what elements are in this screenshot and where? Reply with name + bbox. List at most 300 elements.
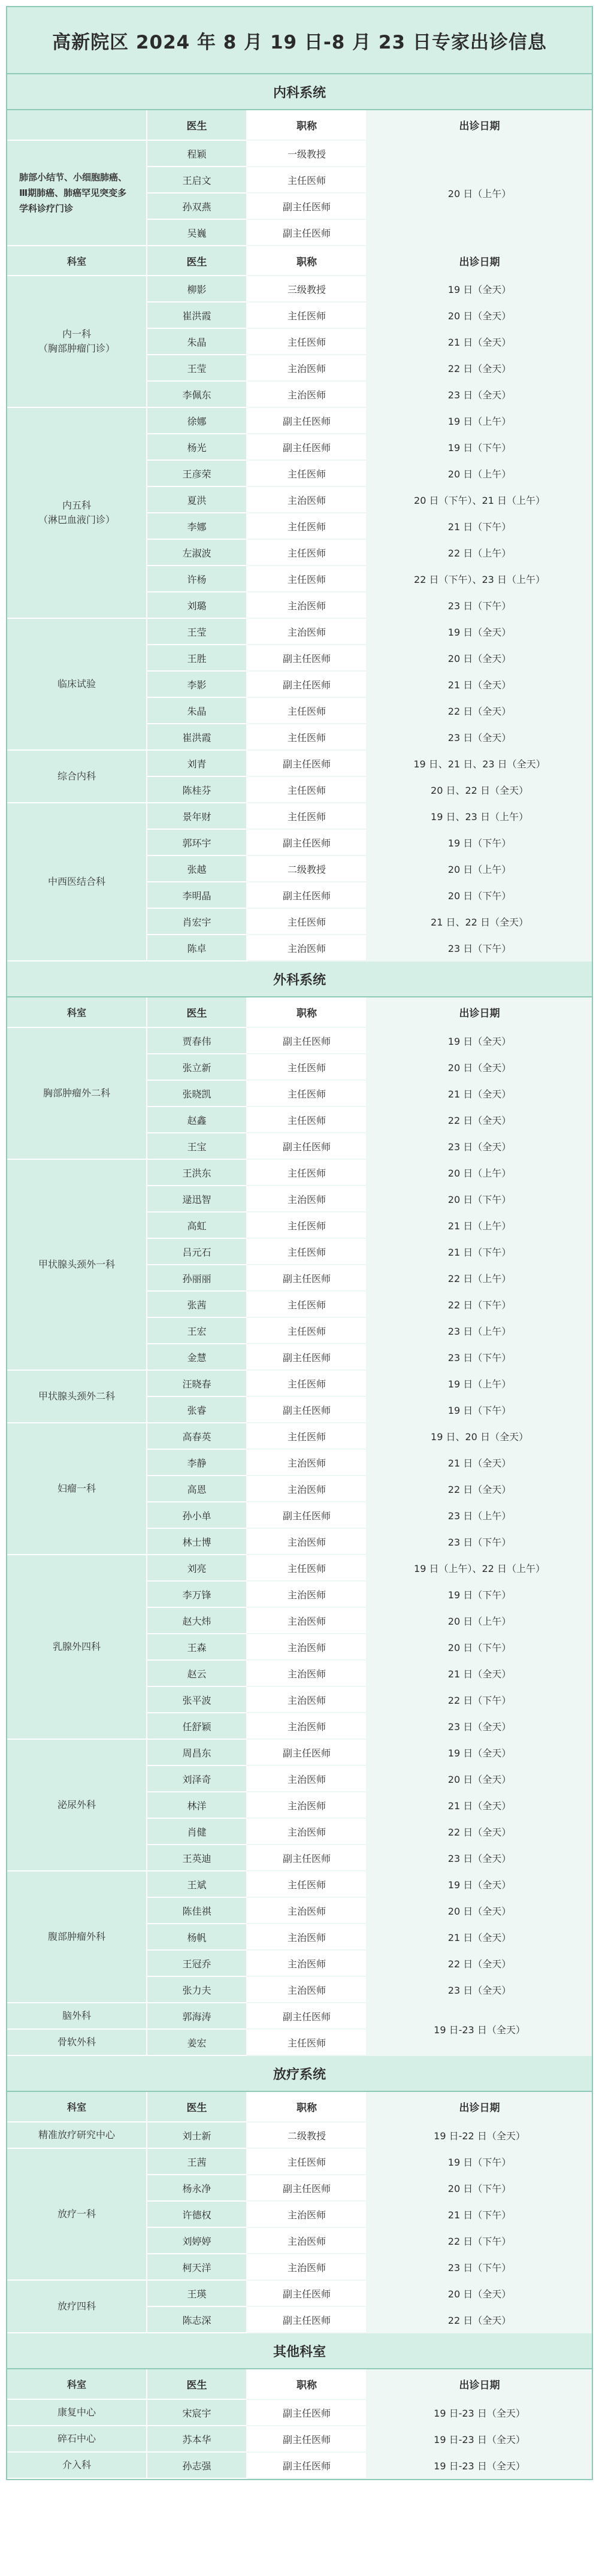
date-cell: 23 日（全天） bbox=[367, 1133, 592, 1159]
date-cell: 19 日（下午） bbox=[367, 2148, 592, 2175]
doctor-title: 主治医师 bbox=[247, 1924, 367, 1950]
doctor-name: 周昌东 bbox=[147, 1739, 247, 1765]
doctor-title: 主治医师 bbox=[247, 1950, 367, 1976]
doctor-title: 副主任医师 bbox=[247, 2280, 367, 2306]
header-dept bbox=[7, 110, 147, 140]
doctor-title: 副主任医师 bbox=[247, 2426, 367, 2452]
date-cell: 22 日（全天） bbox=[367, 2306, 592, 2333]
date-cell: 23 日（上午） bbox=[367, 1317, 592, 1344]
doctor-name: 陈卓 bbox=[147, 935, 247, 961]
date-cell: 20 日（全天） bbox=[367, 1054, 592, 1080]
doctor-name: 徐娜 bbox=[147, 407, 247, 434]
doctor-title: 副主任医师 bbox=[247, 1396, 367, 1423]
dept-cell: 碎石中心 bbox=[7, 2426, 147, 2452]
section-title: 放疗系统 bbox=[7, 2056, 592, 2092]
doctor-name: 杨光 bbox=[147, 434, 247, 460]
doctor-title: 副主任医师 bbox=[247, 2175, 367, 2201]
date-cell: 19 日、23 日（上午） bbox=[367, 803, 592, 829]
header-title: 职称 bbox=[247, 2092, 367, 2122]
doctor-name: 刘亮 bbox=[147, 1555, 247, 1581]
table-header-row bbox=[7, 246, 592, 276]
doctor-name: 赵大炜 bbox=[147, 1607, 247, 1634]
date-cell: 23 日（全天） bbox=[367, 381, 592, 407]
doctor-title: 副主任医师 bbox=[247, 1265, 367, 1291]
schedule-table bbox=[7, 2092, 592, 2333]
header-title: 职称 bbox=[247, 997, 367, 1027]
doctor-title: 主任医师 bbox=[247, 1370, 367, 1396]
date-cell: 22 日（下午）、23 日（上午） bbox=[367, 566, 592, 592]
doctor-name: 林士博 bbox=[147, 1528, 247, 1555]
doctor-name: 张茜 bbox=[147, 1291, 247, 1317]
date-cell: 20 日（上午） bbox=[367, 140, 592, 246]
doctor-title: 二级教授 bbox=[247, 855, 367, 882]
doctor-name: 刘青 bbox=[147, 750, 247, 776]
doctor-name: 苏本华 bbox=[147, 2426, 247, 2452]
table-row bbox=[7, 2122, 592, 2148]
doctor-title: 主任医师 bbox=[247, 1238, 367, 1265]
table-row bbox=[7, 1370, 592, 1396]
section-title: 外科系统 bbox=[7, 962, 592, 997]
doctor-title: 主任医师 bbox=[247, 1212, 367, 1238]
date-cell: 22 日（下午） bbox=[367, 2227, 592, 2254]
doctor-name: 郭环宇 bbox=[147, 829, 247, 855]
header-title: 职称 bbox=[247, 2369, 367, 2399]
doctor-name: 李影 bbox=[147, 671, 247, 697]
date-cell: 20 日（下午） bbox=[367, 1634, 592, 1660]
doctor-name: 王彦荣 bbox=[147, 460, 247, 486]
doctor-name: 孙丽丽 bbox=[147, 1265, 247, 1291]
date-cell: 21 日（全天） bbox=[367, 328, 592, 355]
doctor-title: 主治医师 bbox=[247, 2227, 367, 2254]
header-title: 职称 bbox=[247, 110, 367, 140]
date-cell: 23 日（上午） bbox=[367, 1502, 592, 1528]
dept-cell: 康复中心 bbox=[7, 2399, 147, 2426]
date-cell: 19 日（全天） bbox=[367, 1871, 592, 1897]
date-cell: 21 日（全天） bbox=[367, 1449, 592, 1476]
date-cell: 20 日、22 日（全天） bbox=[367, 776, 592, 803]
date-cell: 21 日、22 日（全天） bbox=[367, 908, 592, 935]
header-doctor: 医生 bbox=[147, 997, 247, 1027]
doctor-title: 主任医师 bbox=[247, 1871, 367, 1897]
date-cell: 23 日（下午） bbox=[367, 935, 592, 961]
doctor-name: 王胜 bbox=[147, 645, 247, 671]
doctor-title: 主治医师 bbox=[247, 2254, 367, 2280]
date-cell: 20 日（全天） bbox=[367, 302, 592, 328]
doctor-name: 程颖 bbox=[147, 140, 247, 167]
doctor-title: 主任医师 bbox=[247, 1291, 367, 1317]
doctor-title: 主任医师 bbox=[247, 1555, 367, 1581]
doctor-title: 主治医师 bbox=[247, 1528, 367, 1555]
doctor-title: 主治医师 bbox=[247, 935, 367, 961]
header-doctor: 医生 bbox=[147, 2369, 247, 2399]
date-cell: 19 日（上午） bbox=[367, 407, 592, 434]
doctor-title: 主任医师 bbox=[247, 302, 367, 328]
doctor-title: 主治医师 bbox=[247, 1897, 367, 1924]
date-cell: 19 日（下午） bbox=[367, 829, 592, 855]
date-cell: 23 日（全天） bbox=[367, 1713, 592, 1739]
doctor-title: 副主任医师 bbox=[247, 1133, 367, 1159]
doctor-title: 主治医师 bbox=[247, 1607, 367, 1634]
doctor-title: 主治医师 bbox=[247, 355, 367, 381]
doctor-title: 主任医师 bbox=[247, 2029, 367, 2055]
doctor-title: 副主任医师 bbox=[247, 407, 367, 434]
doctor-name: 陈志深 bbox=[147, 2306, 247, 2333]
header-doctor: 医生 bbox=[147, 110, 247, 140]
doctor-name: 王莹 bbox=[147, 355, 247, 381]
dept-cell: 中西医结合科 bbox=[7, 803, 147, 961]
date-cell: 21 日（全天） bbox=[367, 1792, 592, 1818]
dept-cell: 甲状腺头颈外二科 bbox=[7, 1370, 147, 1423]
date-cell: 19 日（上午） bbox=[367, 1370, 592, 1396]
header-date: 出诊日期 bbox=[367, 2092, 592, 2122]
doctor-title: 主任医师 bbox=[247, 697, 367, 724]
doctor-title: 主任医师 bbox=[247, 776, 367, 803]
dept-cell: 综合内科 bbox=[7, 750, 147, 803]
doctor-name: 朱晶 bbox=[147, 328, 247, 355]
doctor-name: 任舒颖 bbox=[147, 1713, 247, 1739]
doctor-name: 许杨 bbox=[147, 566, 247, 592]
date-cell: 23 日（下午） bbox=[367, 1528, 592, 1555]
doctor-title: 主任医师 bbox=[247, 1317, 367, 1344]
date-cell: 20 日（全天） bbox=[367, 1765, 592, 1792]
doctor-title: 主任医师 bbox=[247, 167, 367, 193]
date-cell: 23 日（全天） bbox=[367, 1845, 592, 1871]
table-header-row bbox=[7, 2092, 592, 2122]
doctor-name: 赵云 bbox=[147, 1660, 247, 1686]
doctor-name: 杨帆 bbox=[147, 1924, 247, 1950]
header-dept: 科室 bbox=[7, 2369, 147, 2399]
doctor-name: 王森 bbox=[147, 1634, 247, 1660]
date-cell: 19 日（全天） bbox=[367, 1739, 592, 1765]
doctor-title: 一级教授 bbox=[247, 140, 367, 167]
date-cell: 22 日（全天） bbox=[367, 697, 592, 724]
date-cell: 21 日（全天） bbox=[367, 671, 592, 697]
schedule-content bbox=[7, 74, 592, 2479]
table-row bbox=[7, 407, 592, 434]
table-row bbox=[7, 750, 592, 776]
doctor-title: 副主任医师 bbox=[247, 193, 367, 219]
table-row bbox=[7, 1027, 592, 1054]
dept-cell: 放疗四科 bbox=[7, 2280, 147, 2333]
doctor-title: 副主任医师 bbox=[247, 1845, 367, 1871]
schedule-table bbox=[7, 110, 592, 962]
doctor-name: 张平波 bbox=[147, 1686, 247, 1713]
doctor-name: 吕元石 bbox=[147, 1238, 247, 1265]
doctor-name: 高春英 bbox=[147, 1423, 247, 1449]
date-cell: 20 日（下午）、21 日（上午） bbox=[367, 486, 592, 513]
doctor-title: 主治医师 bbox=[247, 618, 367, 645]
doctor-name: 夏洪 bbox=[147, 486, 247, 513]
doctor-title: 主治医师 bbox=[247, 1476, 367, 1502]
date-cell: 20 日（上午） bbox=[367, 1607, 592, 1634]
date-cell: 20 日（下午） bbox=[367, 2175, 592, 2201]
doctor-name: 刘璐 bbox=[147, 592, 247, 618]
doctor-name: 李万锋 bbox=[147, 1581, 247, 1607]
date-cell: 19 日（上午）、22 日（上午） bbox=[367, 1555, 592, 1581]
doctor-title: 副主任医师 bbox=[247, 219, 367, 246]
header-dept: 科室 bbox=[7, 246, 147, 276]
doctor-name: 宋宸宇 bbox=[147, 2399, 247, 2426]
doctor-title: 主治医师 bbox=[247, 1660, 367, 1686]
doctor-title: 主任医师 bbox=[247, 1080, 367, 1106]
doctor-title: 副主任医师 bbox=[247, 1739, 367, 1765]
table-row bbox=[7, 140, 592, 167]
date-cell: 22 日（全天） bbox=[367, 1818, 592, 1845]
doctor-title: 主治医师 bbox=[247, 1581, 367, 1607]
dept-cell: 临床试验 bbox=[7, 618, 147, 750]
date-cell: 22 日（全天） bbox=[367, 1476, 592, 1502]
schedule-table bbox=[7, 2369, 592, 2479]
table-row bbox=[7, 2426, 592, 2452]
date-cell: 21 日（全天） bbox=[367, 1660, 592, 1686]
date-cell: 19 日-23 日（全天） bbox=[367, 2452, 592, 2478]
date-cell: 19 日（全天） bbox=[367, 1027, 592, 1054]
doctor-title: 副主任医师 bbox=[247, 829, 367, 855]
date-cell: 22 日（下午） bbox=[367, 1291, 592, 1317]
doctor-name: 张晓凯 bbox=[147, 1080, 247, 1106]
doctor-name: 柳影 bbox=[147, 276, 247, 302]
header-dept: 科室 bbox=[7, 997, 147, 1027]
doctor-name: 张立新 bbox=[147, 1054, 247, 1080]
date-cell: 21 日（上午） bbox=[367, 1212, 592, 1238]
doctor-name: 王英迪 bbox=[147, 1845, 247, 1871]
doctor-title: 副主任医师 bbox=[247, 1344, 367, 1370]
date-cell: 20 日（下午） bbox=[367, 1186, 592, 1212]
date-cell: 21 日（下午） bbox=[367, 513, 592, 539]
table-row bbox=[7, 2399, 592, 2426]
table-row bbox=[7, 803, 592, 829]
doctor-name: 肖宏宇 bbox=[147, 908, 247, 935]
doctor-name: 孙双燕 bbox=[147, 193, 247, 219]
table-row bbox=[7, 2280, 592, 2306]
page-title: 高新院区 2024 年 8 月 19 日-8 月 23 日专家出诊信息 bbox=[7, 7, 592, 74]
date-cell: 21 日（下午） bbox=[367, 2201, 592, 2227]
doctor-title: 主任医师 bbox=[247, 328, 367, 355]
dept-cell: 骨软外科 bbox=[7, 2029, 147, 2055]
header-date: 出诊日期 bbox=[367, 110, 592, 140]
doctor-name: 贾春伟 bbox=[147, 1027, 247, 1054]
doctor-title: 主任医师 bbox=[247, 1423, 367, 1449]
doctor-title: 二级教授 bbox=[247, 2122, 367, 2148]
date-cell: 19 日-23 日（全天） bbox=[367, 2399, 592, 2426]
date-cell: 23 日（下午） bbox=[367, 2254, 592, 2280]
date-cell: 22 日（下午） bbox=[367, 1686, 592, 1713]
doctor-title: 主任医师 bbox=[247, 539, 367, 566]
doctor-title: 副主任医师 bbox=[247, 671, 367, 697]
date-cell: 22 日（全天） bbox=[367, 355, 592, 381]
doctor-title: 主治医师 bbox=[247, 1765, 367, 1792]
doctor-title: 主治医师 bbox=[247, 1634, 367, 1660]
header-date: 出诊日期 bbox=[367, 246, 592, 276]
doctor-name: 林洋 bbox=[147, 1792, 247, 1818]
dept-cell: 妇瘤一科 bbox=[7, 1423, 147, 1555]
date-cell: 21 日（下午） bbox=[367, 1238, 592, 1265]
date-cell: 20 日（下午） bbox=[367, 882, 592, 908]
dept-cell: 胸部肿瘤外二科 bbox=[7, 1027, 147, 1159]
doctor-title: 主治医师 bbox=[247, 1186, 367, 1212]
date-cell: 19 日-23 日（全天） bbox=[367, 2426, 592, 2452]
doctor-name: 陈桂芬 bbox=[147, 776, 247, 803]
table-row bbox=[7, 2003, 592, 2029]
doctor-name: 逯迅智 bbox=[147, 1186, 247, 1212]
doctor-name: 高虹 bbox=[147, 1212, 247, 1238]
doctor-title: 主任医师 bbox=[247, 908, 367, 935]
date-cell: 20 日（全天） bbox=[367, 2280, 592, 2306]
doctor-title: 主治医师 bbox=[247, 1449, 367, 1476]
doctor-name: 王宏 bbox=[147, 1317, 247, 1344]
date-cell: 19 日（下午） bbox=[367, 1581, 592, 1607]
date-cell: 19 日-22 日（全天） bbox=[367, 2122, 592, 2148]
doctor-name: 崔洪霞 bbox=[147, 302, 247, 328]
doctor-title: 副主任医师 bbox=[247, 2399, 367, 2426]
table-row bbox=[7, 1555, 592, 1581]
date-cell: 22 日（全天） bbox=[367, 1950, 592, 1976]
doctor-name: 张力夫 bbox=[147, 1976, 247, 2003]
dept-cell: 肺部小结节、小细胞肺癌、Ⅲ期肺癌、肺癌罕见突变多学科诊疗门诊 bbox=[7, 140, 147, 246]
doctor-title: 主治医师 bbox=[247, 1792, 367, 1818]
doctor-title: 主治医师 bbox=[247, 381, 367, 407]
doctor-name: 孙志强 bbox=[147, 2452, 247, 2478]
date-cell: 19 日（全天） bbox=[367, 276, 592, 302]
doctor-title: 主治医师 bbox=[247, 592, 367, 618]
date-cell: 20 日（全天） bbox=[367, 1897, 592, 1924]
date-cell: 21 日（全天） bbox=[367, 1924, 592, 1950]
doctor-name: 郭海涛 bbox=[147, 2003, 247, 2029]
table-row bbox=[7, 2148, 592, 2175]
doctor-title: 主任医师 bbox=[247, 1106, 367, 1133]
doctor-name: 赵鑫 bbox=[147, 1106, 247, 1133]
table-header-row bbox=[7, 2369, 592, 2399]
dept-cell: 脑外科 bbox=[7, 2003, 147, 2029]
doctor-title: 副主任医师 bbox=[247, 645, 367, 671]
schedule-table bbox=[7, 997, 592, 2056]
doctor-name: 肖健 bbox=[147, 1818, 247, 1845]
doctor-title: 主治医师 bbox=[247, 1976, 367, 2003]
doctor-title: 主任医师 bbox=[247, 460, 367, 486]
doctor-name: 李佩东 bbox=[147, 381, 247, 407]
doctor-name: 吴巍 bbox=[147, 219, 247, 246]
table-header-row bbox=[7, 997, 592, 1027]
date-cell: 20 日（上午） bbox=[367, 1159, 592, 1186]
doctor-name: 杨永净 bbox=[147, 2175, 247, 2201]
table-row bbox=[7, 1423, 592, 1449]
doctor-name: 刘婷婷 bbox=[147, 2227, 247, 2254]
doctor-name: 刘士新 bbox=[147, 2122, 247, 2148]
section-title: 内科系统 bbox=[7, 74, 592, 110]
header-dept: 科室 bbox=[7, 2092, 147, 2122]
date-cell: 19 日、21 日、23 日（全天） bbox=[367, 750, 592, 776]
dept-cell: 介入科 bbox=[7, 2452, 147, 2478]
doctor-name: 李明晶 bbox=[147, 882, 247, 908]
date-cell: 22 日（上午） bbox=[367, 1265, 592, 1291]
doctor-name: 金慧 bbox=[147, 1344, 247, 1370]
doctor-title: 主任医师 bbox=[247, 1159, 367, 1186]
doctor-name: 张睿 bbox=[147, 1396, 247, 1423]
dept-cell: 甲状腺头颈外一科 bbox=[7, 1159, 147, 1370]
doctor-title: 主治医师 bbox=[247, 486, 367, 513]
date-cell: 19 日、20 日（全天） bbox=[367, 1423, 592, 1449]
doctor-title: 副主任医师 bbox=[247, 1027, 367, 1054]
doctor-title: 副主任医师 bbox=[247, 2003, 367, 2029]
doctor-title: 副主任医师 bbox=[247, 2306, 367, 2333]
table-header-row bbox=[7, 110, 592, 140]
dept-cell: 乳腺外四科 bbox=[7, 1555, 147, 1739]
date-cell: 19 日（全天） bbox=[367, 618, 592, 645]
doctor-title: 副主任医师 bbox=[247, 2452, 367, 2478]
doctor-title: 主治医师 bbox=[247, 1686, 367, 1713]
doctor-title: 三级教授 bbox=[247, 276, 367, 302]
date-cell: 22 日（全天） bbox=[367, 1106, 592, 1133]
table-row bbox=[7, 2452, 592, 2478]
doctor-name: 孙小单 bbox=[147, 1502, 247, 1528]
header-title: 职称 bbox=[247, 246, 367, 276]
doctor-title: 主任医师 bbox=[247, 724, 367, 750]
doctor-name: 王洪东 bbox=[147, 1159, 247, 1186]
section-title: 其他科室 bbox=[7, 2333, 592, 2369]
doctor-name: 李娜 bbox=[147, 513, 247, 539]
date-cell: 23 日（下午） bbox=[367, 592, 592, 618]
doctor-name: 高恩 bbox=[147, 1476, 247, 1502]
dept-cell: 腹部肿瘤外科 bbox=[7, 1871, 147, 2003]
doctor-title: 副主任医师 bbox=[247, 750, 367, 776]
doctor-title: 主治医师 bbox=[247, 1818, 367, 1845]
doctor-title: 副主任医师 bbox=[247, 434, 367, 460]
doctor-name: 王冠乔 bbox=[147, 1950, 247, 1976]
date-cell: 21 日（全天） bbox=[367, 1080, 592, 1106]
doctor-name: 陈佳祺 bbox=[147, 1897, 247, 1924]
table-row bbox=[7, 276, 592, 302]
dept-cell: 泌尿外科 bbox=[7, 1739, 147, 1871]
dept-cell: 内一科 （胸部肿瘤门诊） bbox=[7, 276, 147, 407]
doctor-name: 李静 bbox=[147, 1449, 247, 1476]
date-cell: 20 日（上午） bbox=[367, 855, 592, 882]
doctor-name: 姜宏 bbox=[147, 2029, 247, 2055]
doctor-name: 许德权 bbox=[147, 2201, 247, 2227]
date-cell: 22 日（上午） bbox=[367, 539, 592, 566]
table-row bbox=[7, 1871, 592, 1897]
date-cell: 19 日（下午） bbox=[367, 1396, 592, 1423]
doctor-name: 刘泽奇 bbox=[147, 1765, 247, 1792]
header-date: 出诊日期 bbox=[367, 997, 592, 1027]
doctor-title: 副主任医师 bbox=[247, 1502, 367, 1528]
date-cell: 20 日（全天） bbox=[367, 645, 592, 671]
date-cell: 20 日（上午） bbox=[367, 460, 592, 486]
doctor-title: 主任医师 bbox=[247, 2148, 367, 2175]
date-cell: 23 日（下午） bbox=[367, 1344, 592, 1370]
dept-cell: 精准放疗研究中心 bbox=[7, 2122, 147, 2148]
doctor-name: 王斌 bbox=[147, 1871, 247, 1897]
doctor-name: 景年财 bbox=[147, 803, 247, 829]
header-date: 出诊日期 bbox=[367, 2369, 592, 2399]
doctor-name: 张越 bbox=[147, 855, 247, 882]
date-cell: 19 日（下午） bbox=[367, 434, 592, 460]
doctor-name: 王莹 bbox=[147, 618, 247, 645]
header-doctor: 医生 bbox=[147, 2092, 247, 2122]
doctor-title: 主治医师 bbox=[247, 2201, 367, 2227]
doctor-name: 王瑛 bbox=[147, 2280, 247, 2306]
dept-cell: 放疗一科 bbox=[7, 2148, 147, 2280]
dept-cell: 内五科 （淋巴血液门诊） bbox=[7, 407, 147, 618]
doctor-name: 王宝 bbox=[147, 1133, 247, 1159]
doctor-name: 朱晶 bbox=[147, 697, 247, 724]
table-row bbox=[7, 618, 592, 645]
header-doctor: 医生 bbox=[147, 246, 247, 276]
doctor-name: 崔洪霞 bbox=[147, 724, 247, 750]
date-cell: 19 日-23 日（全天） bbox=[367, 2003, 592, 2055]
doctor-name: 汪晓春 bbox=[147, 1370, 247, 1396]
date-cell: 23 日（全天） bbox=[367, 1976, 592, 2003]
table-row bbox=[7, 1739, 592, 1765]
